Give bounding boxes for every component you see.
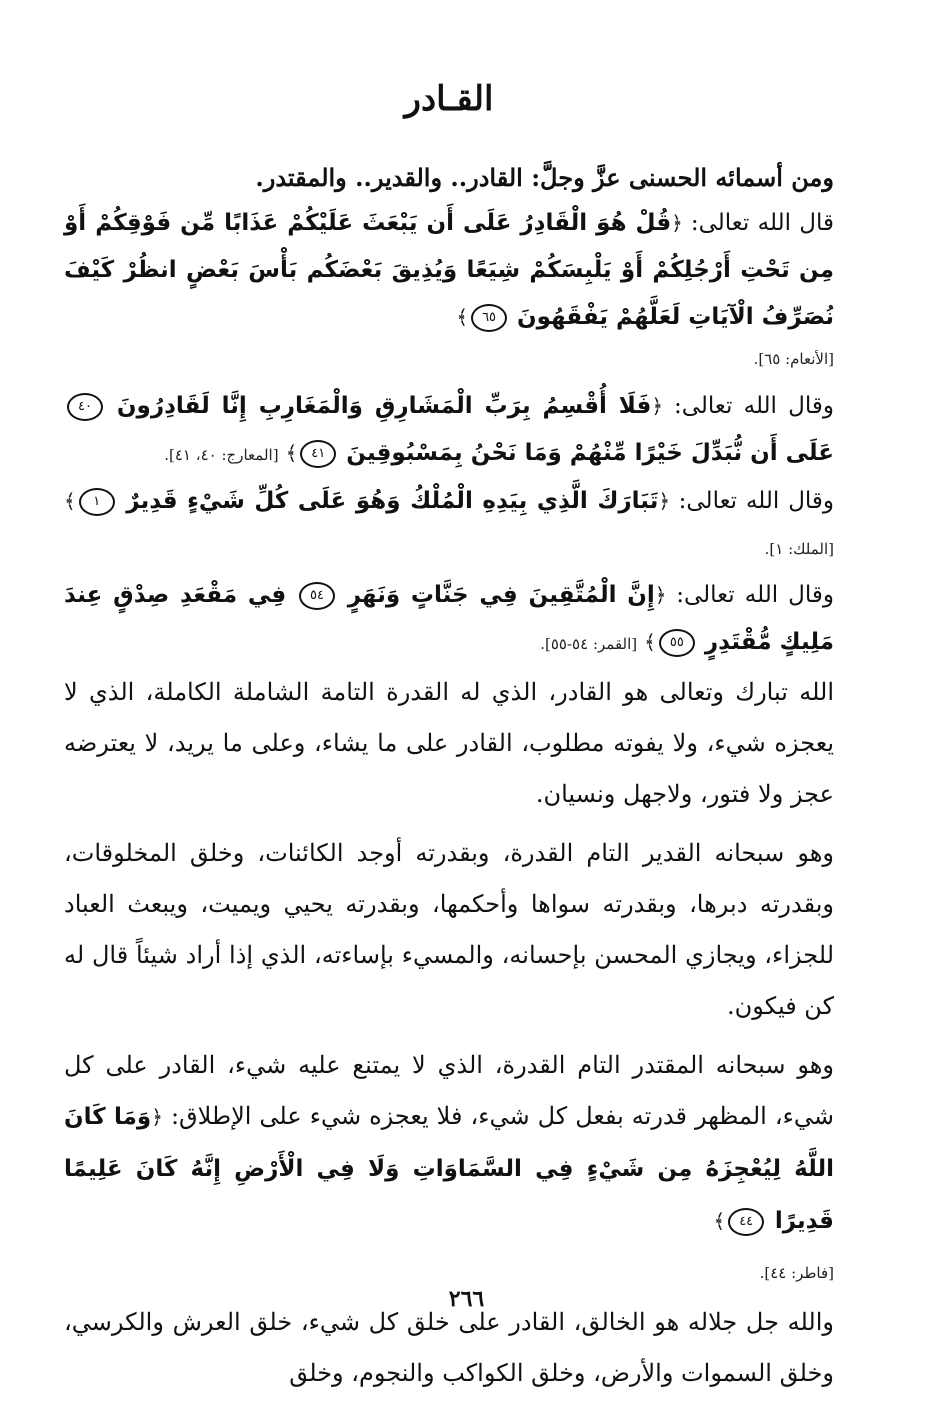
reference-anam: [الأنعام: ٦٥].	[753, 350, 834, 368]
close-bracket: ﴾	[644, 630, 656, 654]
quran-verse: فِي مَقْعَدِ صِدْقٍ عِندَ مَلِيكٍ مُّقْتَدِرٍ	[64, 582, 834, 655]
open-bracket: ﴿	[671, 211, 683, 235]
reference-maarij: [المعارج: ٤٠، ٤١].	[164, 446, 279, 464]
paragraph: وهو سبحانه القدير التام القدرة، وبقدرته أوجد الكائنات، وخلق المخلوقات، وبقدرته دبرها، وبقدرته سواها وأحكمها، وبقدرته يحيي ويميت، ويبعث العباد للجزاء، ويجازي المحسن بإحسانه، والمسيء بإساءته، الذي إذا أراد شيئاً قال له كن فيكون.	[64, 839, 834, 1020]
reference-fatir: [فاطر: ٤٤].	[759, 1264, 834, 1282]
page-content	[64, 70, 834, 1407]
quote-lead: وقال الله تعالى:	[678, 488, 835, 514]
ayah-number-marker: ٤٠	[67, 393, 103, 421]
quran-verse: قُلْ هُوَ الْقَادِرُ عَلَى أَن يَبْعَثَ عَلَيْكُمْ عَذَابًا مِّن فَوْقِكُمْ أَوْ مِن تَحْتِ أَرْجُلِكُمْ أَوْ يَلْبِسَكُمْ شِيَعًا وَيُذِيقَ بَعْضَكُم بَأْسَ بَعْضٍ انظُرْ كَيْفَ نُصَرِّفُ الْآيَاتِ لَعَلَّهُمْ يَفْقَهُونَ	[64, 210, 834, 330]
paragraph: الله تبارك وتعالى هو القادر، الذي له القدرة التامة الشاملة الكاملة، الذي لا يعجزه شيء، ولا يفوته مطلوب، القادر على ما يشاء، وعلى ما يريد، لا يعترضه عجز ولا فتور، ولاجهل ونسيان.	[64, 678, 834, 808]
reference-qamar: [القمر: ٥٤-٥٥].	[540, 635, 638, 653]
quote-block-anam	[64, 200, 834, 341]
quote-lead: وقال الله تعالى:	[673, 393, 834, 419]
open-bracket: ﴿	[651, 394, 664, 418]
page-title: القـادر	[404, 79, 494, 119]
quote-lead: قال الله تعالى:	[690, 210, 834, 236]
paragraph-text: وهو سبحانه المقتدر التام القدرة، الذي لا يمتنع عليه شيء، القادر على كل شيء، المظهر قدرته بفعل كل شيء، فلا يعجزه شيء على الإطلاق:	[64, 1051, 834, 1130]
quote-block-qamar	[64, 572, 834, 667]
quran-verse: فَلَا أُقْسِمُ بِرَبِّ الْمَشَارِقِ وَالْمَغَارِبِ إِنَّا لَقَادِرُونَ	[116, 393, 652, 419]
close-bracket: ﴾	[64, 489, 76, 513]
ayah-number-marker: ١	[79, 488, 115, 516]
open-bracket: ﴿	[654, 583, 667, 607]
quran-verse: عَلَى أَن نُّبَدِّلَ خَيْرًا مِّنْهُمْ وَمَا نَحْنُ بِمَسْبُوقِينَ	[346, 440, 834, 466]
open-bracket: ﴿	[658, 489, 671, 513]
ayah-number-marker: ٥٤	[299, 582, 335, 610]
quran-verse: وَمَا كَانَ اللَّهُ لِيُعْجِزَهُ مِن شَيْءٍ فِي السَّمَاوَاتِ وَلَا فِي الْأَرْضِ إِنَّهُ كَانَ عَلِيمًا قَدِيرًا	[64, 1104, 834, 1234]
quote-block-mulk	[64, 478, 834, 572]
quran-verse: إِنَّ الْمُتَّقِينَ فِي جَنَّاتٍ وَنَهَرٍ	[347, 582, 655, 608]
reference-mulk: [الملك: ١].	[764, 540, 834, 558]
ayah-number-marker: ٤١	[300, 440, 336, 468]
quote-block-maarij	[64, 383, 834, 478]
open-bracket: ﴿	[151, 1105, 163, 1129]
quote-lead: وقال الله تعالى:	[676, 582, 835, 608]
quran-verse: تَبَارَكَ الَّذِي بِيَدِهِ الْمُلْكُ وَهُوَ عَلَى كُلِّ شَيْءٍ قَدِيرٌ	[126, 488, 659, 514]
ayah-number-marker: ٦٥	[471, 304, 507, 332]
paragraph-with-verse	[64, 1040, 834, 1247]
verse-reference	[64, 341, 834, 377]
close-bracket: ﴾	[456, 305, 469, 329]
paragraph-last: والله جل جلاله هو الخالق، القادر على خلق كل شيء، خلق العرش والكرسي، وخلق السموات والأرض، وخلق الكواكب والنجوم، وخلق	[64, 1308, 834, 1387]
ayah-number-marker: ٥٥	[659, 629, 695, 657]
close-bracket: ﴾	[713, 1209, 726, 1233]
ayah-number-marker: ٤٤	[728, 1208, 764, 1236]
close-bracket: ﴾	[285, 441, 298, 465]
page-number: ٢٦٦	[448, 1286, 485, 1312]
intro-line: ومن أسمائه الحسنى عزَّ وجلَّ: القادر.. والقدير.. والمقتدر.	[255, 163, 834, 192]
